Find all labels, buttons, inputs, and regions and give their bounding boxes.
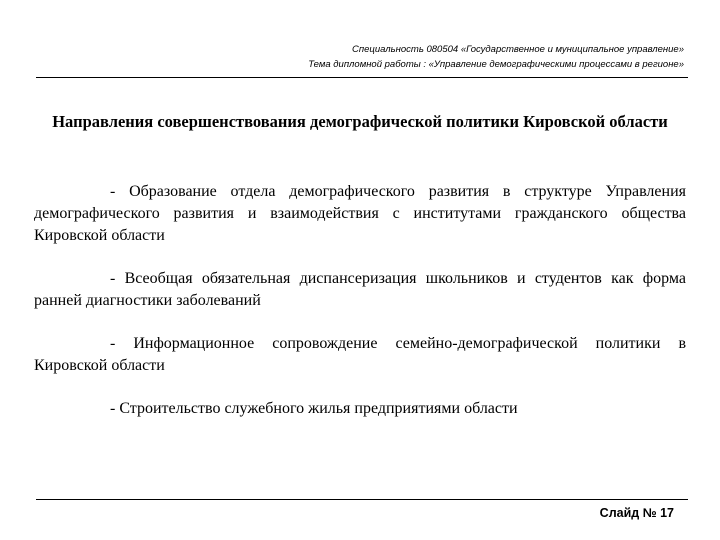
header-specialty: Специальность 080504 «Государственное и муниципальное управление» <box>352 44 684 55</box>
list-item: - Образование отдела демографического развития в структуре Управления демографического развития и взаимодействия с институтами гражданского общества Кировской области <box>34 183 686 244</box>
directions-list <box>34 181 686 420</box>
header-thesis-topic: Тема дипломной работы : «Управление демографическими процессами в регионе» <box>308 59 684 70</box>
slide-title: Направления совершенствования демографической политики Кировской области <box>52 112 668 131</box>
slide-number: Слайд № 17 <box>599 506 674 520</box>
slide-header <box>124 42 684 72</box>
list-item: - Всеобщая обязательная диспансеризация школьников и студентов как форма ранней диагностики заболеваний <box>34 270 686 309</box>
footer-divider <box>36 499 688 500</box>
list-item: - Информационное сопровождение семейно-демографической политики в Кировской области <box>34 335 686 374</box>
header-divider <box>36 77 688 78</box>
list-item: - Строительство служебного жилья предприятиями области <box>110 400 518 417</box>
